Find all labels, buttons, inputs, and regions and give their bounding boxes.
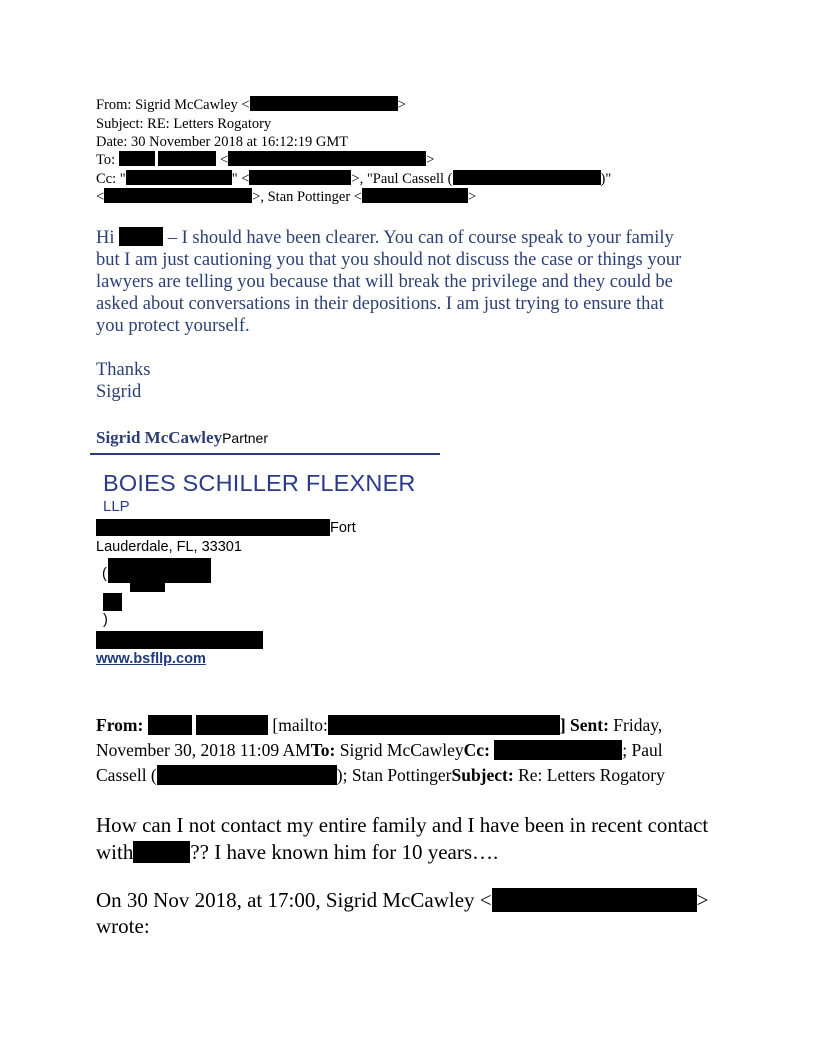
header-from-text: From: Sigrid McCawley < — [96, 97, 250, 113]
quoted-date: November 30, 2018 11:09 AM — [96, 740, 311, 760]
redaction — [96, 519, 330, 536]
header-to — [96, 151, 434, 169]
redaction — [157, 765, 337, 785]
quoted-subject-label: Subject: — [451, 765, 514, 785]
address-line-1 — [96, 519, 356, 536]
redaction — [453, 170, 601, 185]
redaction — [249, 170, 351, 185]
reply-with: with — [96, 840, 134, 864]
website-line — [96, 650, 206, 668]
quoted-from-label: From: — [96, 715, 144, 735]
quoted-to-value: Sigrid McCawley — [335, 740, 464, 760]
redaction — [158, 151, 216, 166]
header-cc-label: Cc: " — [96, 171, 126, 187]
reply-on-line — [96, 887, 709, 914]
redaction — [250, 96, 398, 111]
signature-divider — [90, 453, 440, 455]
quoted-line-2 — [96, 738, 663, 763]
message-thanks: Thanks — [96, 360, 151, 380]
header-gt: > — [468, 189, 477, 205]
quoted-cassell: Cassell ( — [96, 765, 157, 785]
quoted-mailto: [mailto: — [272, 715, 328, 735]
reply-on-end: > — [696, 888, 709, 912]
firm-name: BOIES SCHILLER FLEXNER — [103, 470, 416, 496]
header-cc — [96, 170, 611, 188]
header-stan: >, Stan Pottinger < — [252, 189, 362, 205]
quoted-to-label: To: — [310, 740, 336, 760]
message-body-line: but I am just cautioning you that you should not discuss the case or things your — [96, 250, 682, 270]
signature-name-line — [96, 428, 268, 448]
header-to-label: To: — [96, 152, 116, 168]
redaction — [494, 740, 622, 760]
header-lt: < — [220, 152, 229, 168]
header-from — [96, 96, 406, 114]
firm-llp: LLP — [103, 498, 130, 515]
signature-title: Partner — [222, 430, 268, 446]
header-gt: > — [397, 97, 406, 113]
address-city: Lauderdale, FL, 33301 — [96, 539, 242, 555]
website-link[interactable]: www.bsfllp.com — [96, 651, 206, 667]
header-lt: < — [96, 189, 105, 205]
redaction — [126, 170, 232, 185]
redaction — [119, 227, 163, 246]
reply-on-text: On 30 Nov 2018, at 17:00, Sigrid McCawley < — [96, 888, 492, 912]
quoted-stan: ); Stan Pottinger — [336, 765, 452, 785]
redaction — [133, 841, 190, 863]
signature-name: Sigrid McCawley — [96, 428, 223, 447]
quoted-subject-value: Re: Letters Rogatory — [513, 765, 665, 785]
header-subject: Subject: RE: Letters Rogatory — [96, 116, 272, 132]
redaction — [492, 888, 697, 912]
quoted-line-3 — [96, 763, 665, 788]
quoted-cc-tail: ; Paul — [622, 740, 663, 760]
message-line-1 — [96, 227, 674, 249]
redaction — [108, 558, 211, 583]
reply-line-1: How can I not contact my entire family and I have been in recent contact — [96, 813, 709, 837]
redaction — [328, 715, 560, 735]
reply-line-2-tail: ?? I have known him for 10 years…. — [190, 840, 499, 864]
redaction — [103, 593, 122, 611]
header-gt: > — [426, 152, 435, 168]
phone-paren-open: ( — [102, 566, 107, 582]
redaction — [362, 188, 468, 203]
quoted-from-line — [96, 713, 662, 738]
reply-wrote: wrote: — [96, 914, 150, 938]
phone-paren-close: ) — [103, 612, 108, 628]
message-body-line: – I should have been clearer. You can of course speak to your family — [167, 228, 674, 248]
redaction — [148, 715, 192, 735]
message-hi: Hi — [96, 228, 115, 248]
header-cc-line2 — [96, 188, 476, 206]
redaction — [130, 582, 165, 592]
header-cc-end: )" — [600, 171, 612, 187]
header-date: Date: 30 November 2018 at 16:12:19 GMT — [96, 134, 349, 150]
redaction — [104, 188, 252, 203]
message-body-line: you protect yourself. — [96, 316, 250, 336]
redaction — [119, 151, 155, 166]
reply-line-2 — [96, 839, 498, 866]
quoted-cc-label: Cc: — [463, 740, 490, 760]
message-signoff-name: Sigrid — [96, 382, 142, 402]
quoted-sent-label: ] Sent: — [559, 715, 609, 735]
redaction — [196, 715, 268, 735]
redaction — [96, 631, 263, 649]
header-cc-paul: >, "Paul Cassell ( — [351, 171, 453, 187]
quoted-sent-value: Friday, — [608, 715, 663, 735]
header-cc-q: " < — [231, 171, 250, 187]
redaction — [228, 151, 426, 166]
address-fort: Fort — [330, 520, 356, 536]
message-body-line: asked about conversations in their depositions. I am just trying to ensure that — [96, 294, 664, 314]
message-body-line: lawyers are telling you because that will break the privilege and they could be — [96, 272, 673, 292]
